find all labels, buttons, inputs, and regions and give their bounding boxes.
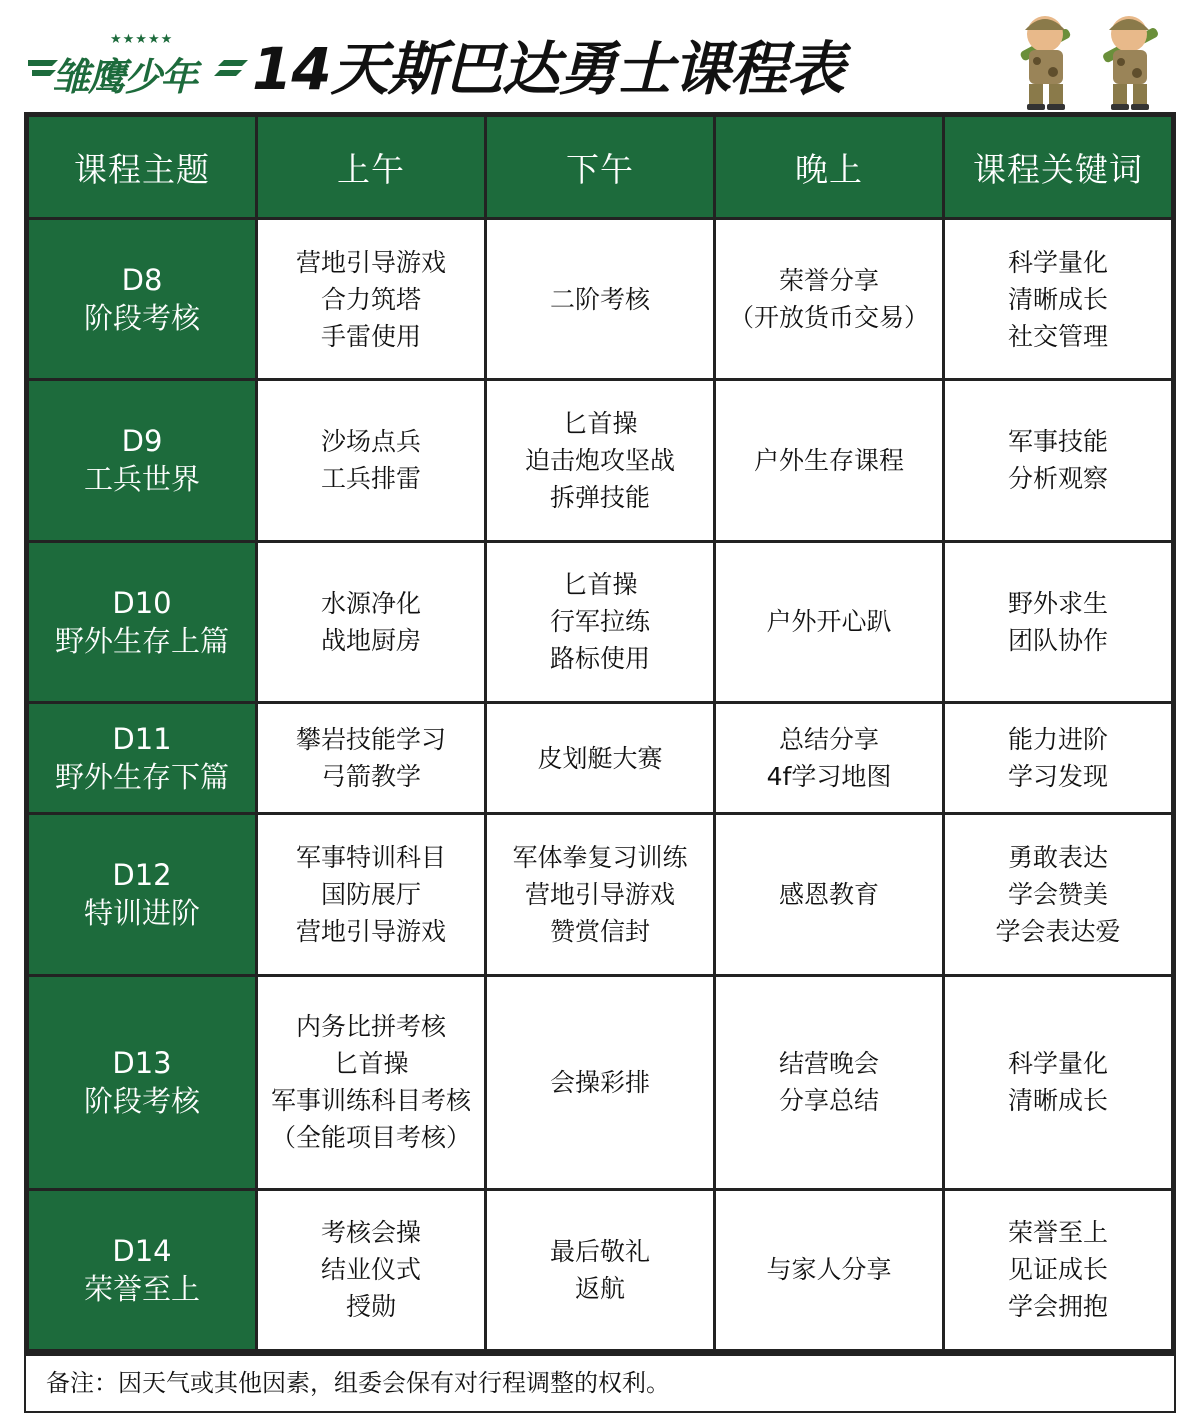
evening-item: 感恩教育 — [778, 879, 879, 909]
evening-item: 荣誉分享 — [778, 266, 879, 296]
keywords-item: 军事技能 — [1007, 427, 1108, 457]
morning-item: 水源净化 — [320, 588, 421, 618]
keywords-item: 见证成长 — [1007, 1255, 1108, 1285]
afternoon-item: 最后敬礼 — [549, 1236, 650, 1266]
keywords-item: 荣誉至上 — [1007, 1218, 1108, 1248]
afternoon-item: 迫击炮攻坚战 — [524, 445, 675, 475]
keywords-cell — [945, 220, 1171, 378]
keywords-item: 学会赞美 — [1007, 879, 1108, 909]
morning-item: 军事训练科目考核 — [270, 1086, 471, 1116]
morning-cell — [258, 977, 484, 1188]
morning-item: 手雷使用 — [320, 321, 421, 351]
evening-item: 分享总结 — [778, 1086, 879, 1116]
afternoon-item: 二阶考核 — [549, 284, 650, 314]
brand-name: 雏鹰少年 — [52, 55, 197, 99]
afternoon-item: 会操彩排 — [549, 1067, 650, 1097]
topic-cell — [29, 815, 255, 973]
morning-item: 营地引导游戏 — [295, 247, 446, 277]
morning-item: 授勋 — [345, 1292, 396, 1322]
day-label: D14 — [112, 1233, 172, 1268]
day-label: D9 — [121, 424, 163, 459]
topic-label: 阶段考核 — [83, 301, 200, 336]
keywords-cell — [945, 815, 1171, 973]
header-topic: 课程主题 — [29, 117, 255, 217]
topic-cell — [29, 220, 255, 378]
keywords-item: 学会表达爱 — [995, 916, 1121, 946]
morning-cell — [258, 220, 484, 378]
evening-cell — [716, 815, 942, 973]
topic-label: 工兵世界 — [83, 462, 200, 497]
topic-cell — [29, 543, 255, 701]
afternoon-item: 拆弹技能 — [549, 482, 650, 512]
morning-item: 工兵排雷 — [320, 464, 421, 494]
day-label: D13 — [112, 1046, 172, 1081]
table-body — [29, 220, 1171, 1349]
evening-item: 户外生存课程 — [753, 445, 904, 475]
afternoon-item: 匕首操 — [562, 408, 638, 438]
topic-cell — [29, 977, 255, 1188]
topic-label: 特训进阶 — [83, 896, 200, 931]
keywords-item: 社交管理 — [1007, 321, 1108, 351]
afternoon-item: 行军拉练 — [549, 607, 650, 637]
morning-cell — [258, 1191, 484, 1349]
morning-cell — [258, 543, 484, 701]
keywords-item: 学会拥抱 — [1007, 1292, 1108, 1322]
keywords-item: 科学量化 — [1007, 247, 1108, 277]
topic-label: 野外生存下篇 — [54, 760, 229, 795]
evening-item: 4f学习地图 — [766, 762, 892, 792]
morning-item: 攀岩技能学习 — [295, 725, 446, 755]
keywords-item: 野外求生 — [1007, 588, 1108, 618]
keywords-item: 科学量化 — [1007, 1049, 1108, 1079]
afternoon-cell — [487, 815, 713, 973]
morning-item: 沙场点兵 — [320, 427, 421, 457]
afternoon-item: 路标使用 — [549, 644, 650, 674]
schedule-table-container — [24, 112, 1176, 1413]
table-header-row — [29, 117, 1171, 217]
evening-item: 户外开心趴 — [766, 607, 892, 637]
brand-logo — [28, 32, 248, 98]
afternoon-item: 赞赏信封 — [549, 916, 650, 946]
page-title: 14天斯巴达勇士课程表 — [252, 35, 844, 103]
evening-cell — [716, 977, 942, 1188]
evening-item: （开放货币交易） — [728, 303, 929, 333]
afternoon-cell — [487, 977, 713, 1188]
afternoon-cell — [487, 1191, 713, 1349]
morning-cell — [258, 704, 484, 812]
topic-label: 阶段考核 — [83, 1084, 200, 1119]
header-evening: 晚上 — [716, 117, 942, 217]
morning-item: 结业仪式 — [320, 1255, 421, 1285]
morning-cell — [258, 381, 484, 539]
morning-item: 合力筑塔 — [320, 284, 421, 314]
evening-cell — [716, 704, 942, 812]
header-afternoon: 下午 — [487, 117, 713, 217]
keywords-item: 清晰成长 — [1007, 1086, 1108, 1116]
keywords-item: 团队协作 — [1007, 625, 1108, 655]
evening-cell — [716, 220, 942, 378]
afternoon-cell — [487, 381, 713, 539]
morning-item: 匕首操 — [333, 1049, 409, 1079]
topic-cell — [29, 381, 255, 539]
evening-item: 结营晚会 — [778, 1049, 879, 1079]
soldier-mascots-icon — [1005, 6, 1175, 112]
keywords-item: 学习发现 — [1007, 762, 1108, 792]
day-label: D12 — [112, 858, 172, 893]
day-label: D10 — [112, 585, 172, 620]
table-row — [29, 977, 1171, 1188]
keywords-item: 能力进阶 — [1007, 725, 1108, 755]
evening-item: 与家人分享 — [766, 1255, 892, 1285]
schedule-table — [26, 114, 1174, 1352]
day-label: D8 — [121, 263, 163, 298]
table-row — [29, 381, 1171, 539]
header-morning: 上午 — [258, 117, 484, 217]
morning-item: 国防展厅 — [320, 879, 421, 909]
table-row — [29, 704, 1171, 812]
page-header — [0, 0, 1200, 112]
header-keywords: 课程关键词 — [945, 117, 1171, 217]
keywords-item: 勇敢表达 — [1007, 842, 1108, 872]
evening-cell — [716, 543, 942, 701]
afternoon-cell — [487, 704, 713, 812]
evening-cell — [716, 381, 942, 539]
afternoon-cell — [487, 220, 713, 378]
morning-cell — [258, 815, 484, 973]
keywords-item: 分析观察 — [1007, 464, 1108, 494]
table-row — [29, 1191, 1171, 1349]
morning-item: 营地引导游戏 — [295, 916, 446, 946]
morning-item: 考核会操 — [320, 1218, 421, 1248]
afternoon-item: 匕首操 — [562, 570, 638, 600]
topic-label: 荣誉至上 — [83, 1271, 200, 1306]
afternoon-item: 军体拳复习训练 — [512, 842, 688, 872]
evening-item: 总结分享 — [778, 725, 879, 755]
table-row — [29, 815, 1171, 973]
afternoon-item: 营地引导游戏 — [524, 879, 675, 909]
morning-item: 弓箭教学 — [320, 762, 421, 792]
brand-stars: ★★★★★ — [110, 32, 174, 47]
topic-cell — [29, 1191, 255, 1349]
afternoon-item: 皮划艇大赛 — [537, 743, 663, 773]
keywords-cell — [945, 381, 1171, 539]
topic-cell — [29, 704, 255, 812]
morning-item: 内务比拼考核 — [295, 1012, 446, 1042]
table-row — [29, 220, 1171, 378]
keywords-item: 清晰成长 — [1007, 284, 1108, 314]
morning-item: 军事特训科目 — [295, 842, 446, 872]
keywords-cell — [945, 704, 1171, 812]
afternoon-cell — [487, 543, 713, 701]
keywords-cell — [945, 543, 1171, 701]
morning-item: （全能项目考核） — [270, 1123, 471, 1153]
footnote: 备注：因天气或其他因素，组委会保有对行程调整的权利。 — [26, 1353, 1174, 1411]
topic-label: 野外生存上篇 — [54, 623, 229, 658]
day-label: D11 — [112, 722, 172, 757]
morning-item: 战地厨房 — [320, 625, 421, 655]
keywords-cell — [945, 977, 1171, 1188]
keywords-cell — [945, 1191, 1171, 1349]
afternoon-item: 返航 — [574, 1273, 625, 1303]
table-row — [29, 543, 1171, 701]
evening-cell — [716, 1191, 942, 1349]
